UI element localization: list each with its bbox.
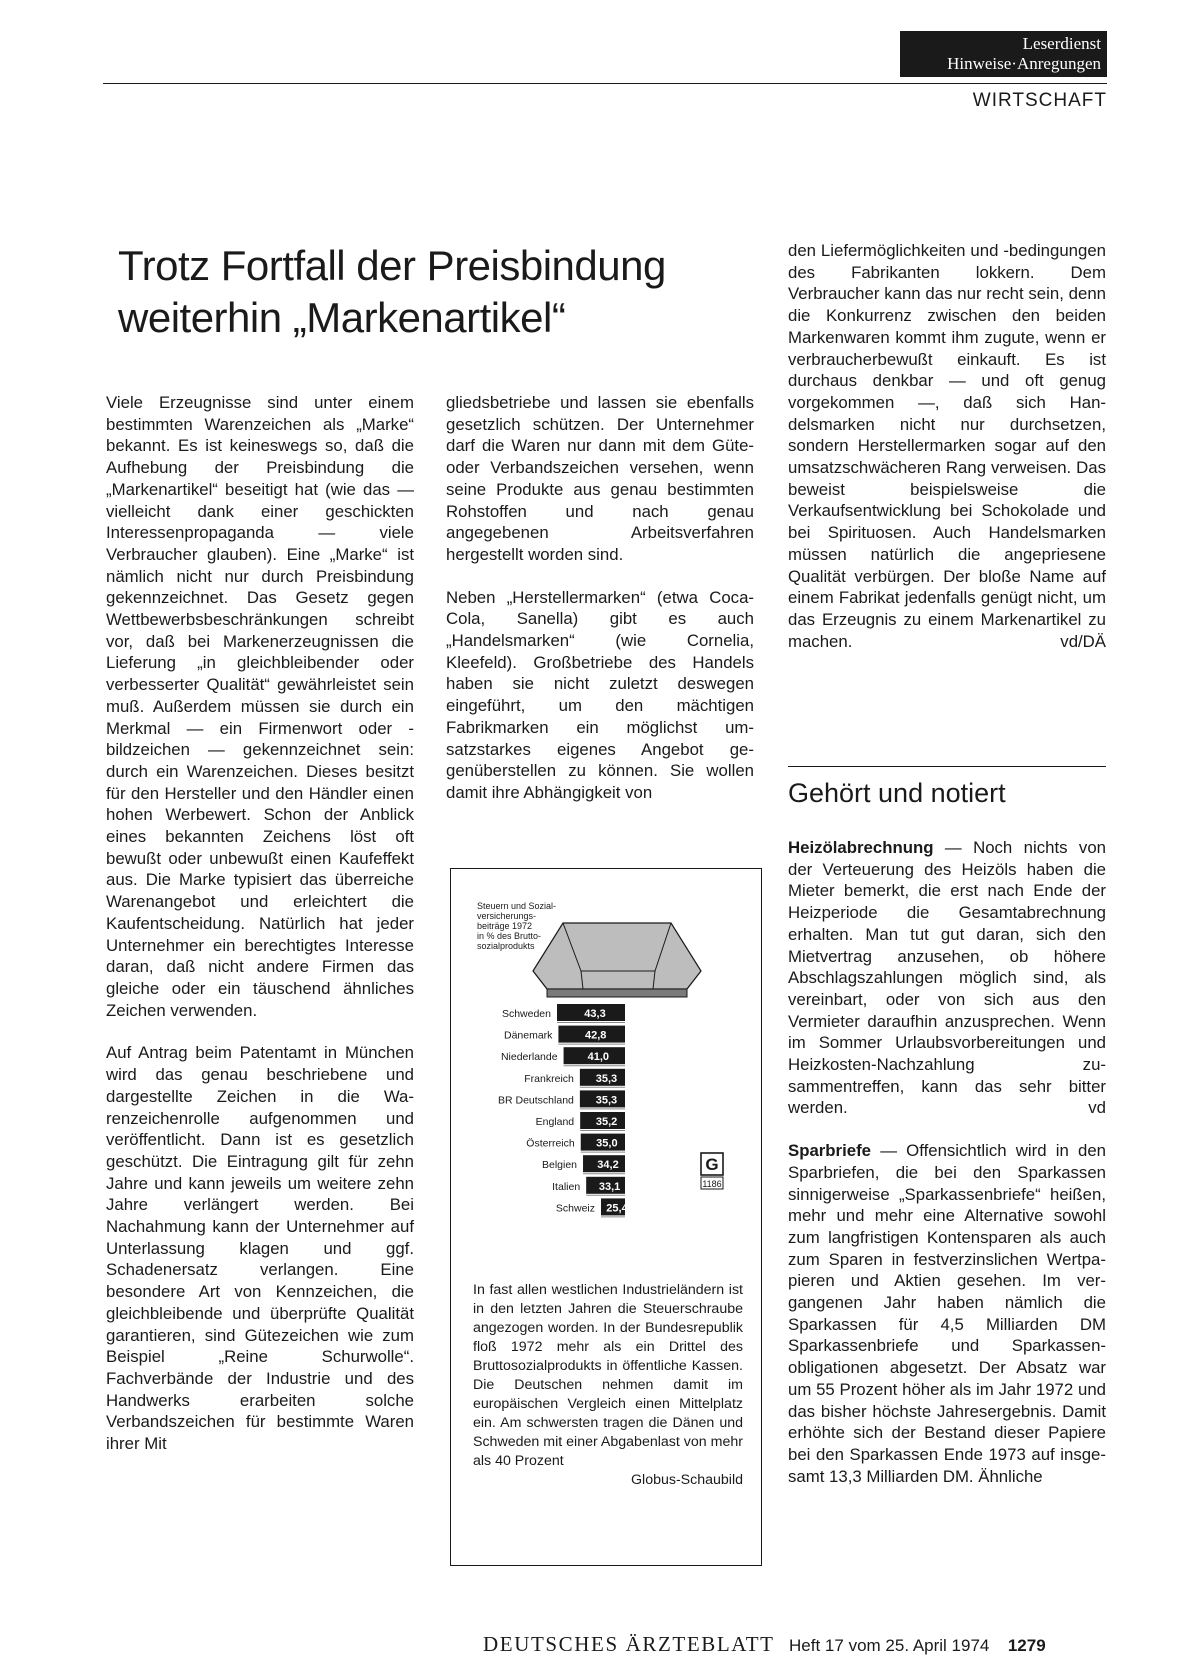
page-number: 1279 (1007, 1636, 1046, 1655)
chart-value-label: 35,2 (595, 1116, 618, 1128)
item-text: — Offensichtlich wird in den Sparbriefen, die bei den Sparkassen sinnigerweise „Sparkassenbriefe“ heißen, mehr und mehr eine Alternative sowohl zum langfristigen Kontensparen als auch zum Sparen in festverzinslichen Wertpapieren und Aktien gesehen. Im vergangenen Jahr haben nämlich die Sparkassen für 4,5 Milliarden DM Sparkassenbriefe und Sparkassenobligationen abgesetzt. Der Absatz war um 55 Prozent höher als im Jahr 1972 und das bisher höchste Jahresergebnis. Damit erhöhte sich der Bestand dieser Papiere bei den Sparkassen Ende 1973 auf insgesamt 13,3 Milliarden DM. Ähnliche (788, 1141, 1106, 1486)
chart-value-label: 35,3 (595, 1072, 618, 1085)
header-rule (103, 83, 1107, 84)
figure-source: Globus-Schaubild (631, 1472, 743, 1488)
paragraph: Neben „Herstellermarken“ (etwa Coca-Cola, Sanella) gibt es auch „Handelsmarken“ (wie Cornelia, Kleefeld). Großbetriebe des Handels haben sie nicht zuletzt deswegen eingeführt, um den mächtigen Fabrikmarken ein möglichst umsatzstarkes eigenes Angebot gegenüberstellen zu können. Sie wollen damit ihre Abhängigkeit von (446, 587, 754, 802)
figure-caption (473, 1281, 743, 1490)
issue-info: Heft 17 vom 25. April 1974 (789, 1636, 990, 1655)
chart-category-label: Schweiz (555, 1202, 595, 1215)
chart-category-label: Frankreich (524, 1072, 574, 1085)
chart-category-label: Schweden (501, 1008, 551, 1020)
logo-number: 1186 (702, 1179, 722, 1189)
chart-value-label: 34,2 (597, 1159, 619, 1172)
article-column-2 (446, 392, 754, 825)
item-label: Heizölabrechnung (788, 838, 934, 857)
badge-line-2: Hinweise·Anregungen (947, 54, 1101, 73)
title-line-1: Trotz Fortfall der Preisbindung (118, 242, 666, 289)
chart-category-label: Italien (552, 1180, 581, 1193)
journal-name: DEUTSCHES ÄRZTEBLATT (483, 1632, 775, 1656)
chart-value-label: 35,3 (595, 1094, 618, 1107)
chart-title-line: versicherungs- (477, 911, 537, 921)
chart-category-label: Niederlande (500, 1051, 558, 1064)
leserdienst-badge (900, 31, 1107, 77)
chart-title (477, 901, 556, 951)
notiert-column (788, 837, 1106, 1508)
chart-category-label: BR Deutschland (498, 1094, 574, 1107)
paragraph-text: den Liefermöglichkeiten und -bedingungen des Fabrikanten lokkern. Dem Verbraucher kann das nur recht sein, denn die Konkurrenz zwischen den beiden Markenwaren kommt ihm zugute, wenn er verbraucherbewußt einkauft. Es ist durchaus denkbar — und oft genug vorgekommen —, daß sich Handelsmarken nicht nur durchsetzen, sondern Herstellermarken sogar auf den umsatzschwächeren Rang verweisen. Das beweist beispielsweise die Verkaufsentwicklung bei Schokolade und bei Spirituosen. Auch Handelsmarken müssen natürlich die angepriesene Qualität verbürgen. Der bloße Name auf einem Fabrikat jedenfalls genügt nicht, um das Erzeugnis zu einem Markenartikel zu machen. (788, 241, 1106, 651)
article-column-3 (788, 240, 1106, 673)
chart-value-label: 42,8 (585, 1029, 607, 1042)
notiert-rule (788, 766, 1106, 767)
badge-line-1: Leserdienst (1022, 34, 1101, 53)
chart-value-label: 25,4 (606, 1202, 628, 1215)
tax-bolt-chart (451, 869, 761, 1269)
logo-letter: G (705, 1155, 719, 1174)
section-label: WIRTSCHAFT (972, 90, 1107, 111)
globus-logo-icon (701, 1153, 723, 1189)
item-signature: vd (1088, 1098, 1106, 1118)
globus-chart-figure (450, 868, 762, 1566)
author-signature: vd/DÄ (1060, 631, 1106, 651)
paragraph: gliedsbetriebe und lassen sie ebenfalls gesetzlich schützen. Der Unternehmer darf die Waren nur dann mit dem Güte- oder Verbandszeichen versehen, wenn seine Produkte aus genau bestimmten Rohstoffen und nach genau angegebenen Arbeitsverfahren hergestellt worden sind. (446, 393, 754, 564)
bolt-head-icon (533, 923, 701, 997)
chart-value-label: 41,0 (587, 1051, 609, 1064)
item-text: — Noch nichts von der Verteuerung des Heizöls haben die Mieter bemerkt, die erst nach Ende der Heizperiode die Gesamtabrechnung erhalten. Man tut gut daran, sich den Mietvertrag anzusehen, ob höhere Abschlagszahlungen möglich sind, als vereinbart, oder von sich aus den Vermieter daraufhin anzusprechen. Wenn im Sommer Urlaubsvorbereitungen und Heizkosten-Nachzahlung zusammentreffen, kann das sehr bitter werden. (788, 838, 1106, 1118)
page-footer (483, 1632, 1123, 1657)
chart-category-label: Belgien (541, 1159, 578, 1172)
title-line-2: weiterhin „Markenartikel“ (118, 294, 566, 341)
chart-title-line: in % des Brutto- (477, 931, 542, 941)
chart-category-label: Dänemark (503, 1029, 553, 1042)
chart-category-label: England (535, 1116, 575, 1128)
notiert-item-heizoel (788, 837, 1106, 1119)
chart-title-line: Steuern und Sozial- (477, 901, 557, 911)
chart-title-line: beiträge 1972 (477, 921, 533, 931)
notiert-heading: Gehört und notiert (788, 778, 1006, 808)
paragraph: Auf Antrag beim Patentamt in München wird das genau beschriebene und dargestellte Zeichen in die Warenzeichenrolle aufgenommen und veröffentlicht. Dann ist es gesetzlich geschützt. Die Eintragung gilt für zehn Jahre und kann jeweils um weitere zehn Jahre verlängert werden. Bei Nachahmung kann der Unternehmer auf Unterlassung klagen und ggf. Schadenersatz verlangen. Eine besondere Art von Kennzeichen, die gleichbleibende und überprüfte Qualität garantieren, sind Gütezeichen wie zum Beispiel „Reine Schurwolle“. Fachverbände der Industrie und des Handwerks erarbeiten solche Verbandszeichen für bestimmte Waren ihrer Mit (106, 1043, 414, 1454)
chart-category-label: Österreich (526, 1137, 575, 1150)
article-column-1 (106, 392, 414, 1476)
notiert-item-sparbriefe (788, 1140, 1106, 1487)
chart-value-label: 43,3 (584, 1008, 606, 1020)
chart-value-label: 33,1 (598, 1180, 621, 1193)
paragraph: Viele Erzeugnisse sind unter einem bestimmten Warenzeichen als „Marke“ bekannt. Es ist keineswegs so, daß die Aufhebung der Preisbindung die „Markenartikel“ beseitigt hat (wie das — vielleicht dank einer geschickten Interessenpropaganda — viele Verbraucher glauben). Eine „Marke“ ist nämlich nicht nur durch Preisbindung gekennzeichnet. Das Gesetz gegen Wettbewerbsbeschränkungen schreibt vor, daß bei Markenerzeugnissen die Lieferung „in gleichbleibender oder verbesserter Qualität“ gewährleistet sein muß. Außerdem müssen sie durch ein Merkmal — ein Firmenwort oder -bildzeichen — gekennzeichnet sein: durch ein Warenzeichen. Dieses besitzt für den Hersteller und den Händler einen hohen Werbewert. Schon der Anblick eines bekannten Zeichens löst oft bewußt oder unbewußt einen Kaufeffekt aus. Die Marke typisiert das überreiche Warenangebot und erleichtert die Kaufentscheidung. Natürlich hat jeder Unternehmer ein berechtigtes Interesse daran, daß nicht andere Firmen das gleiche oder ein täuschend ähnliches Zeichen verwenden. (106, 393, 414, 1020)
paragraph (788, 240, 1106, 652)
item-label: Sparbriefe (788, 1141, 872, 1161)
caption-text: In fast allen westlichen Industrieländern ist in den letzten Jahren die Steuerschraube angezogen worden. In der Bundesrepublik floß 1972 mehr als ein Drittel des Bruttosozialprodukts in öffentliche Kassen. Die Deutschen nehmen damit im europäischen Vergleich einen Mittelplatz ein. Am schwersten tragen die Dänen und Schweden mit einer Abgabenlast von mehr als 40 Prozent (473, 1282, 743, 1469)
article-title (118, 240, 758, 344)
chart-value-label: 35,0 (596, 1137, 618, 1150)
chart-title-line: sozialprodukts (477, 941, 535, 951)
